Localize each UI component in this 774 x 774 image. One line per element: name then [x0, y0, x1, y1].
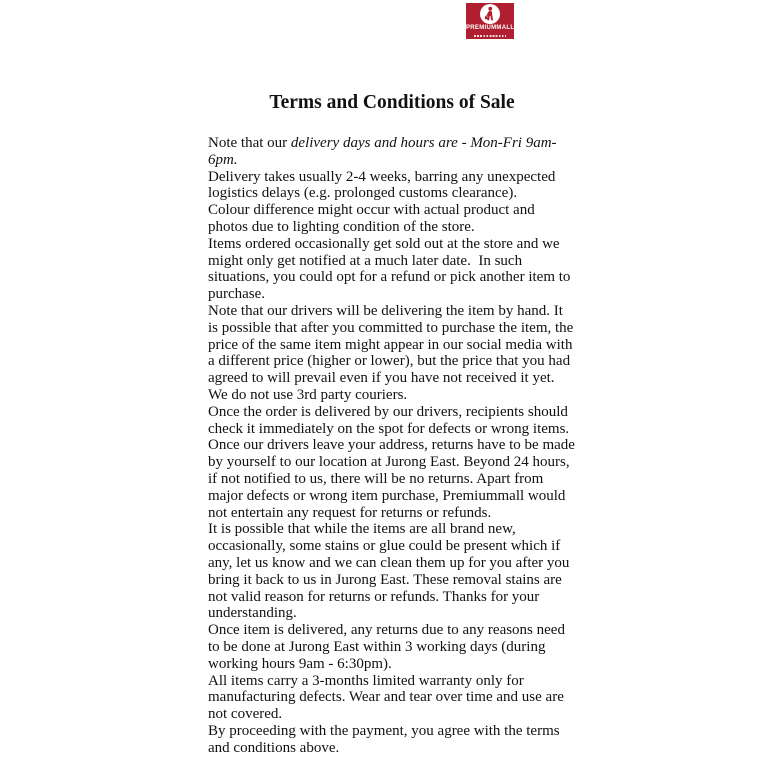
paragraph-text: By proceeding with the payment, you agree with the terms and conditions above.	[208, 722, 564, 756]
paragraph-text: Note that our drivers will be delivering the item by hand. It is possible that after you committed to purchase the item, the price of the same item might appear in our social media with a different price (higher or lower), but the price that you had agreed to will prevail even if you have not received it yet. We do not use 3rd party couriers.	[208, 302, 578, 403]
paragraph-text: All items carry a 3-months limited warranty only for manufacturing defects. Wear and tear over time and use are not covered.	[208, 672, 568, 723]
logo-tagline-illegible	[474, 35, 506, 38]
logo-wordmark: PREMIUMMALL	[466, 25, 515, 31]
terms-paragraph	[208, 673, 576, 723]
paragraph-text: Once our drivers leave your address, returns have to be made by yourself to our location at Jurong East. Beyond 24 hours, if not notified to us, there will be no returns. Apart from major defects or wrong item purchase, Premiummall would not entertain any request for returns or refunds.	[208, 437, 579, 521]
paragraph-text: Delivery takes usually 2-4 weeks, barring any unexpected logistics delays (e.g. prolonged customs clearance).	[208, 168, 560, 202]
paragraph-text: Once item is delivered, any returns due to any reasons need to be done at Jurong East within 3 working days (during working hours 9am - 6:30pm).	[208, 622, 569, 672]
terms-paragraph	[208, 723, 576, 757]
terms-paragraph	[208, 521, 576, 622]
terms-paragraph	[208, 202, 576, 236]
terms-paragraph	[208, 404, 576, 438]
paragraph-text: It is possible that while the items are all brand new, occasionally, some stains or glue could be present which if any, let us know and we can clean them up for you after you bring it back to us in Jurong East. These removal stains are not valid reason for returns or refunds. Thanks for your understanding.	[208, 521, 574, 622]
terms-paragraph	[208, 437, 579, 521]
terms-paragraph	[208, 169, 576, 203]
paragraphs	[208, 135, 579, 756]
terms-paragraph	[208, 236, 576, 303]
paragraph-text: Items ordered occasionally get sold out at the store and we might only get notified at a much later date. In such situations, you could opt for a refund or pick another item to purchase.	[208, 235, 575, 303]
terms-paragraph	[208, 622, 576, 672]
paragraph-text: Note that our	[208, 135, 291, 151]
woman-shopper-icon	[480, 4, 500, 24]
paragraph-text-italic: delivery days and hours are - Mon-Fri 9am-6pm.	[208, 135, 557, 168]
paragraph-text: Colour difference might occur with actual product and photos due to lighting condition of the store.	[208, 202, 539, 235]
terms-paragraph	[208, 135, 576, 169]
document-content	[208, 92, 579, 756]
page-title: Terms and Conditions of Sale	[269, 92, 515, 113]
terms-paragraph	[208, 303, 576, 404]
paragraph-text: Once the order is delivered by our drivers, recipients should check it immediately on the spot for defects or wrong items.	[208, 403, 572, 437]
premiummall-logo	[466, 3, 514, 39]
